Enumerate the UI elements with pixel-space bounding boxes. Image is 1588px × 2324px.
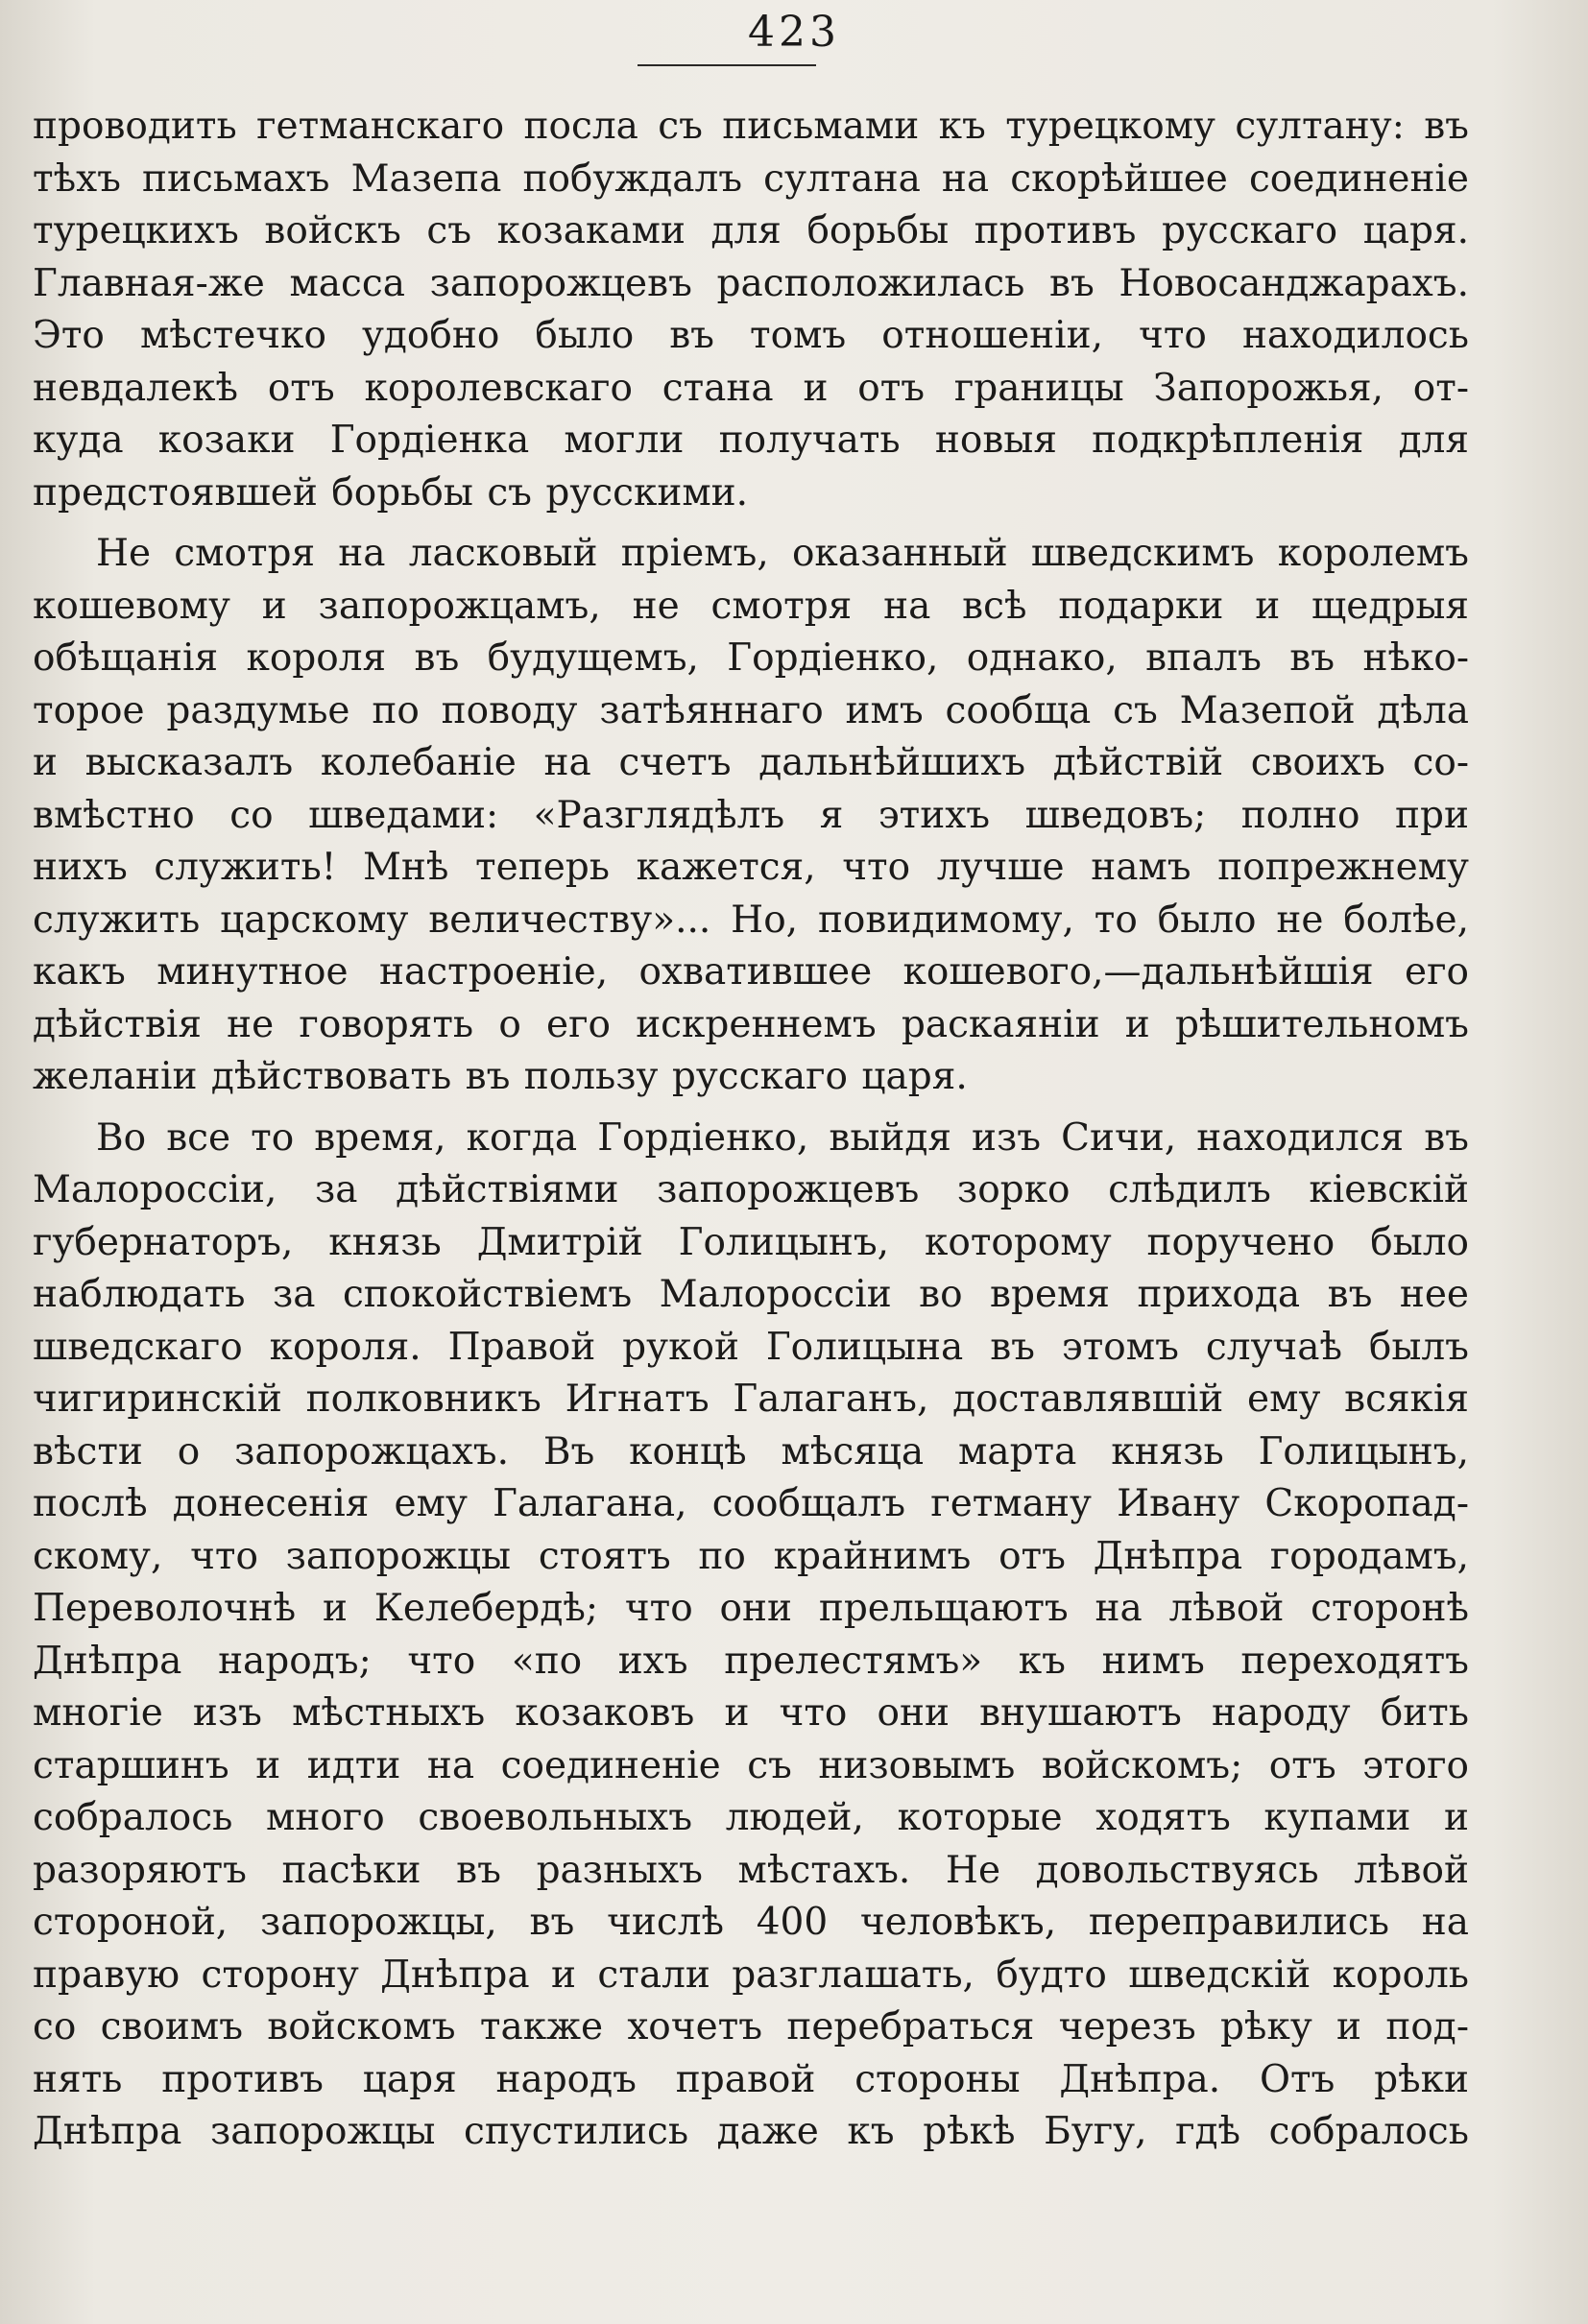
text-line: предстоявшей борьбы съ русскими. xyxy=(33,470,749,515)
text-line: служить царскому величеству»... Но, повидимому, то было не болѣе, xyxy=(33,898,1469,942)
text-line: собралось много своевольныхъ людей, которые ходятъ купами и xyxy=(33,1796,1469,1839)
text-line: Днѣпра народъ; что «по ихъ прелестямъ» къ нимъ переходятъ xyxy=(33,1639,1469,1683)
text-line: со своимъ войскомъ также хочетъ перебраться черезъ рѣку и под- xyxy=(33,2005,1469,2048)
text-line: кошевому и запорожцамъ, не смотря на всѣ подарки и щедрыя xyxy=(33,584,1469,628)
text-line: вѣсти о запорожцахъ. Въ концѣ мѣсяца марта князь Голицынъ, xyxy=(33,1429,1469,1473)
text-line: разоряютъ пасѣки въ разныхъ мѣстахъ. Не довольствуясь лѣвой xyxy=(33,1848,1469,1892)
text-line: и высказалъ колебаніе на счетъ дальнѣйшихъ дѣйствій своихъ со- xyxy=(33,741,1469,784)
text-line: торое раздумье по поводу затѣяннаго имъ сообща съ Мазепой дѣла xyxy=(33,688,1469,732)
text-line: стороной, запорожцы, въ числѣ 400 человѣкъ, переправились на xyxy=(33,1901,1469,1944)
paragraph-gap xyxy=(33,1104,1469,1113)
text-line: Главная-же масса запорожцевъ расположилась въ Новосанджарахъ. xyxy=(33,261,1469,305)
page-number: 423 xyxy=(748,8,840,57)
text-line: турецкихъ войскъ съ козаками для борьбы противъ русскаго царя. xyxy=(33,209,1469,252)
paragraph-2 xyxy=(33,528,1469,1104)
text-line: скому, что запорожцы стоятъ по крайнимъ отъ Днѣпра городамъ, xyxy=(33,1534,1469,1578)
text-line: дѣйствія не говорять о его искреннемъ раскаяніи и рѣшительномъ xyxy=(33,1002,1469,1046)
text-line: нихъ служить! Мнѣ теперь кажется, что лучше намъ попрежнему xyxy=(33,846,1469,889)
paragraph-1 xyxy=(33,101,1469,519)
text-line: Не смотря на ласковый пріемъ, оказанный шведскимъ королемъ xyxy=(96,532,1469,575)
text-line: желаніи дѣйствовать въ пользу русскаго царя. xyxy=(33,1055,968,1098)
text-line: губернаторъ, князь Дмитрій Голицынъ, которому поручено было xyxy=(33,1220,1469,1264)
text-line: послѣ донесенія ему Галагана, сообщалъ гетману Ивану Скоропад- xyxy=(33,1482,1469,1525)
text-line: нять противъ царя народъ правой стороны Днѣпра. Отъ рѣки xyxy=(33,2057,1469,2101)
text-line: обѣщанія короля въ будущемъ, Гордіенко, однако, впалъ въ нѣко- xyxy=(33,636,1469,680)
text-line: какъ минутное настроеніе, охватившее кошевого,—дальнѣйшія его xyxy=(33,950,1469,994)
text-line: правую сторону Днѣпра и стали разглашать, будто шведскій король xyxy=(33,1953,1469,1997)
text-line: старшинъ и идти на соединеніе съ низовымъ войскомъ; отъ этого xyxy=(33,1743,1469,1787)
text-line: наблюдать за спокойствіемъ Малороссіи во время прихода въ нее xyxy=(33,1273,1469,1316)
text-line: чигиринскій полковникъ Игнатъ Галаганъ, доставлявшій ему всякія xyxy=(33,1378,1469,1421)
text-line: Малороссіи, за дѣйствіями запорожцевъ зорко слѣдилъ кіевскій xyxy=(33,1168,1469,1211)
text-line: Во все то время, когда Гордіенко, выйдя изъ Сичи, находился въ xyxy=(96,1115,1469,1160)
text-line: проводить гетманскаго посла съ письмами къ турецкому султану: въ xyxy=(33,105,1469,148)
text-line: вмѣстно со шведами: «Разглядѣлъ я этихъ шведовъ; полно при xyxy=(33,793,1469,837)
text-line: многіе изъ мѣстныхъ козаковъ и что они внушаютъ народу бить xyxy=(33,1691,1469,1735)
paragraph-gap xyxy=(33,519,1469,528)
text-line: тѣхъ письмахъ Мазепа побуждалъ султана на скорѣйшее соединеніе xyxy=(33,156,1469,201)
text-line: куда козаки Гордіенка могли получать новыя подкрѣпленія для xyxy=(33,419,1469,462)
paragraph-3 xyxy=(33,1113,1469,2159)
text-line: Переволочнѣ и Келебердѣ; что они прельщаютъ на лѣвой сторонѣ xyxy=(33,1587,1469,1630)
text-line: шведскаго короля. Правой рукой Голицына въ этомъ случаѣ былъ xyxy=(33,1325,1469,1369)
header-rule xyxy=(638,64,816,66)
body-text xyxy=(33,101,1469,2159)
text-line: Это мѣстечко удобно было въ томъ отношеніи, что находилось xyxy=(33,314,1469,357)
text-line: невдалекѣ отъ королевскаго стана и отъ границы Запорожья, от- xyxy=(33,366,1469,410)
text-line: Днѣпра запорожцы спустились даже къ рѣкѣ Бугу, гдѣ собралось xyxy=(33,2110,1469,2153)
